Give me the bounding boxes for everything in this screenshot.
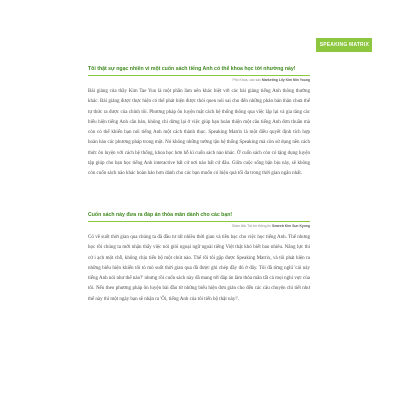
body-paragraph: Có về suốt thời gian qua chúng ta đã đầu tư rất nhiều thời gian và tiền bạc cho việc học tiếng Anh. Thế nhưng học rồi chúng ta mới nhận thấy việc nói giỏi ngoại ngữ ngoài tiếng Việt thật khó biết bao nhiêu. Năng lực thì cứ i ạch một chỗ, không chịu tiến bộ một chút nào. Thế rồi tôi gặp được Speaking Matrix, và tôi phát hiện ra những biểu hiện khiến tôi tò mò suốt thời gian qua đã được ghi chép đầy đủ ở đây. Tôi đã từng nghĩ 'cái này tiếng Anh nói như thế nào?' nhưng rồi cuốn sách này đã mang tới đáp án làm thỏa mãn tất cả mọi nghi vực của tôi. Nếu theo phương pháp ôn luyện bài đầu từ những biểu hiện đơn giản cho đến các câu chuyện chi tiết như thế này thì một ngày bạn sẽ nhận ra 'Ôi, tiếng Anh của tôi tiến bộ thật này!'. [88, 235, 310, 302]
heading-bar [88, 212, 310, 222]
testimonial-attribution [88, 224, 310, 229]
testimonial-attribution [88, 78, 310, 83]
testimonial-body [88, 233, 310, 305]
attribution-role: Giám đốc Tài trờ thông tin [231, 224, 271, 228]
body-paragraph: Bài giảng của thầy Kim Tae Yun là một phần làm nên khác biệt với các bài giảng tiếng Anh thông thường khác. Bài giảng được thực hiện có thể phát hiện được thói quen nói sai cho đến những phản bản thân chưa thể tự thức ra được của chính tôi. Phương pháp ôn luyện mặt cách hệ thống thông qua việc lặp lại và gia tăng các biểu hiện tiếng Anh căn bản, không chỉ dừng lại ở việc giúp bạn hoàn thiện một câu tiếng Anh đơn thuần mà còn có thể khiến bạn nói tiếng Anh một cách thành thục. Speaking Matrix là một điều quyết định tích hợp hoàn hảo các phương pháp trong một. Nó không những tường tận hệ thống Speaking mà còn sử dụng nền cách thức ôn luyện với cách hệ thống, khoa học hơn hỗ kì cuốn sách nào khác. Ở cuốn sách còn có tặng dụng luyện tập giúp cho bạn học tiếng Anh interactive bất cứ nơi nào bất cứ đâu. Giữa cuộc sống bận bịu này, sẽ không còn cuốn sách nào khác hoàn hảo hơn dành cho các bạn muốn có hiệu quả tối đa trong thời gian ngắn nhất. [88, 89, 310, 177]
chapter-tab: SPEAKING MATRIX [316, 38, 372, 52]
testimonial-2 [88, 212, 310, 305]
attribution-name: Marketing Lily Kim Min Young [261, 78, 310, 82]
testimonial-1 [88, 66, 310, 180]
attribution-name: Seaeeb Kim Sun Kyong [271, 224, 310, 228]
testimonial-heading: Cuốn sách này đưa ra đáp án thỏa mãn dành cho các bạn! [88, 212, 233, 218]
heading-bar [88, 66, 310, 76]
attribution-role: Phó Khoa, các sáo [232, 78, 261, 82]
testimonial-heading: Tôi thật sự ngạc nhiên vì một cuốn sách tiếng Anh có thể khoa học tới nhường này! [88, 66, 296, 72]
testimonial-body [88, 87, 310, 180]
